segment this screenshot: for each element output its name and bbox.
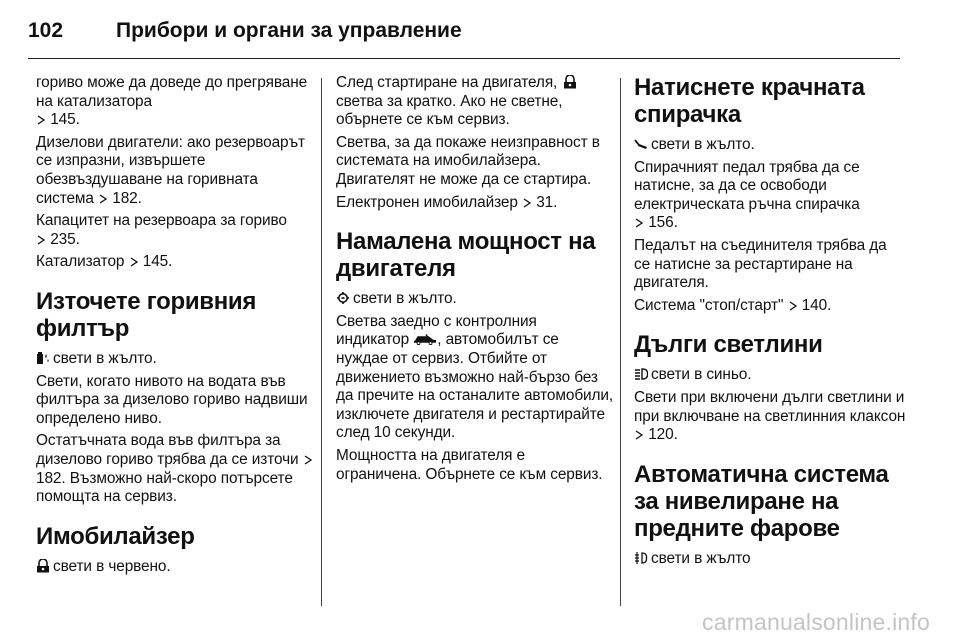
paragraph: Мощността на двигателя е ограничена. Обърнете се към сервиз. <box>336 446 603 483</box>
indicator-status: свети в синьо. <box>634 366 906 385</box>
page-header <box>28 14 462 48</box>
headlight-leveling-icon <box>634 551 648 565</box>
brake-pedal-icon <box>634 137 648 151</box>
paragraph: Свети при включени дълги светлини и при включване на светлинния клаксон 120. <box>634 388 906 444</box>
section-heading-immobilizer: Имобилайзер <box>36 522 195 550</box>
section-heading-headlight-leveling: Автоматична система за нивелиране на предните фарове <box>634 460 889 542</box>
page-reference[interactable]: 182. <box>112 189 142 207</box>
paragraph: Педалът на съединителя трябва да се натисне за рестартиране на двигателя. <box>634 236 887 292</box>
cross-reference-arrow-icon <box>523 198 531 208</box>
cross-reference-arrow-icon <box>635 430 643 440</box>
paragraph: Спирачният педал трябва да се натисне, за да се освободи електрическата ръчна спирачка 156. <box>634 158 860 232</box>
column-2 <box>336 74 614 488</box>
paragraph: Остатъчната вода във филтъра за дизелово гориво трябва да се източи 182. Възможно най-скоро потърсете помощта на сервиз. <box>36 432 314 506</box>
page-reference[interactable]: 140. <box>801 296 832 314</box>
cross-reference-arrow-icon <box>37 115 45 125</box>
cross-reference-arrow-icon <box>635 218 643 228</box>
indicator-status: свети в жълто. <box>634 136 906 155</box>
indicator-status: свети в жълто <box>634 550 906 569</box>
page-reference[interactable]: 145. <box>142 253 173 271</box>
reduced-power-engine-icon <box>336 291 350 305</box>
column-1 <box>36 74 314 580</box>
paragraph: Светва заедно с контролния индикатор , автомобилът се нуждае от сервиз. Отбийте от движението възможно най-бързо без да пречите на останалите автомобили, изключете двигателя и рестартирайте след 10 секунди. <box>336 312 614 442</box>
section-heading-brake: Натиснете крачната спирачка <box>634 74 865 128</box>
paragraph: След стартиране на двигателя, светва за кратко. Ако не светне, обърнете се към сервиз. <box>336 74 614 130</box>
service-vehicle-icon <box>413 333 437 345</box>
paragraph: гориво може да доведе до прегряване на катализатора 145. <box>36 74 308 129</box>
column-divider <box>620 78 621 606</box>
cross-reference-arrow-icon <box>130 257 138 267</box>
indicator-status: свети в жълто. <box>336 290 614 309</box>
cross-reference-arrow-icon <box>304 455 312 465</box>
fuel-filter-water-icon <box>36 351 50 365</box>
column-divider <box>321 78 322 606</box>
cross-reference-arrow-icon <box>789 301 797 311</box>
page-number: 102 <box>28 19 64 42</box>
immobilizer-icon <box>563 75 577 89</box>
paragraph: Светва, за да покаже неизправност в системата на имобилайзера. Двигателят не може да се стартира. <box>336 133 600 188</box>
paragraph: Капацитет на резервоара за гориво 235. <box>36 212 287 248</box>
page-reference[interactable]: 182. <box>36 469 66 487</box>
section-heading-fuel-filter: Източете горивния филтър <box>36 287 257 342</box>
paragraph: Електронен имобилайзер 31. <box>336 193 558 211</box>
page-reference[interactable]: 156. <box>648 214 678 232</box>
cross-reference-arrow-icon <box>37 235 45 245</box>
cross-reference-arrow-icon <box>99 194 107 204</box>
page-reference[interactable]: 235. <box>50 230 80 248</box>
paragraph: Дизелови двигатели: ако резервоарът се изпразни, извършете обезвъздушаване на горивната система 182. <box>36 133 305 207</box>
immobilizer-icon <box>36 559 50 573</box>
page-reference[interactable]: 120. <box>648 426 678 444</box>
paragraph: Система "стоп/старт" 140. <box>634 296 832 314</box>
section-heading-reduced-power: Намалена мощност на двигателя <box>336 228 596 283</box>
section-heading-high-beam: Дълги светлини <box>634 331 823 359</box>
watermark: carmanualsonline.info <box>702 609 930 635</box>
column-3 <box>634 74 906 572</box>
page-title: Прибори и органи за управление <box>116 19 462 42</box>
indicator-status: свети в червено. <box>36 558 314 577</box>
page-reference[interactable]: 145. <box>50 111 80 129</box>
indicator-status: свети в жълто. <box>36 350 314 369</box>
high-beam-icon <box>634 367 648 381</box>
page-reference[interactable]: 31. <box>536 193 558 211</box>
header-rule <box>28 58 900 59</box>
paragraph: Катализатор 145. <box>36 253 173 271</box>
paragraph: Свети, когато нивото на водата във филтъра за дизелово гориво надвиши определено ниво. <box>36 372 308 427</box>
